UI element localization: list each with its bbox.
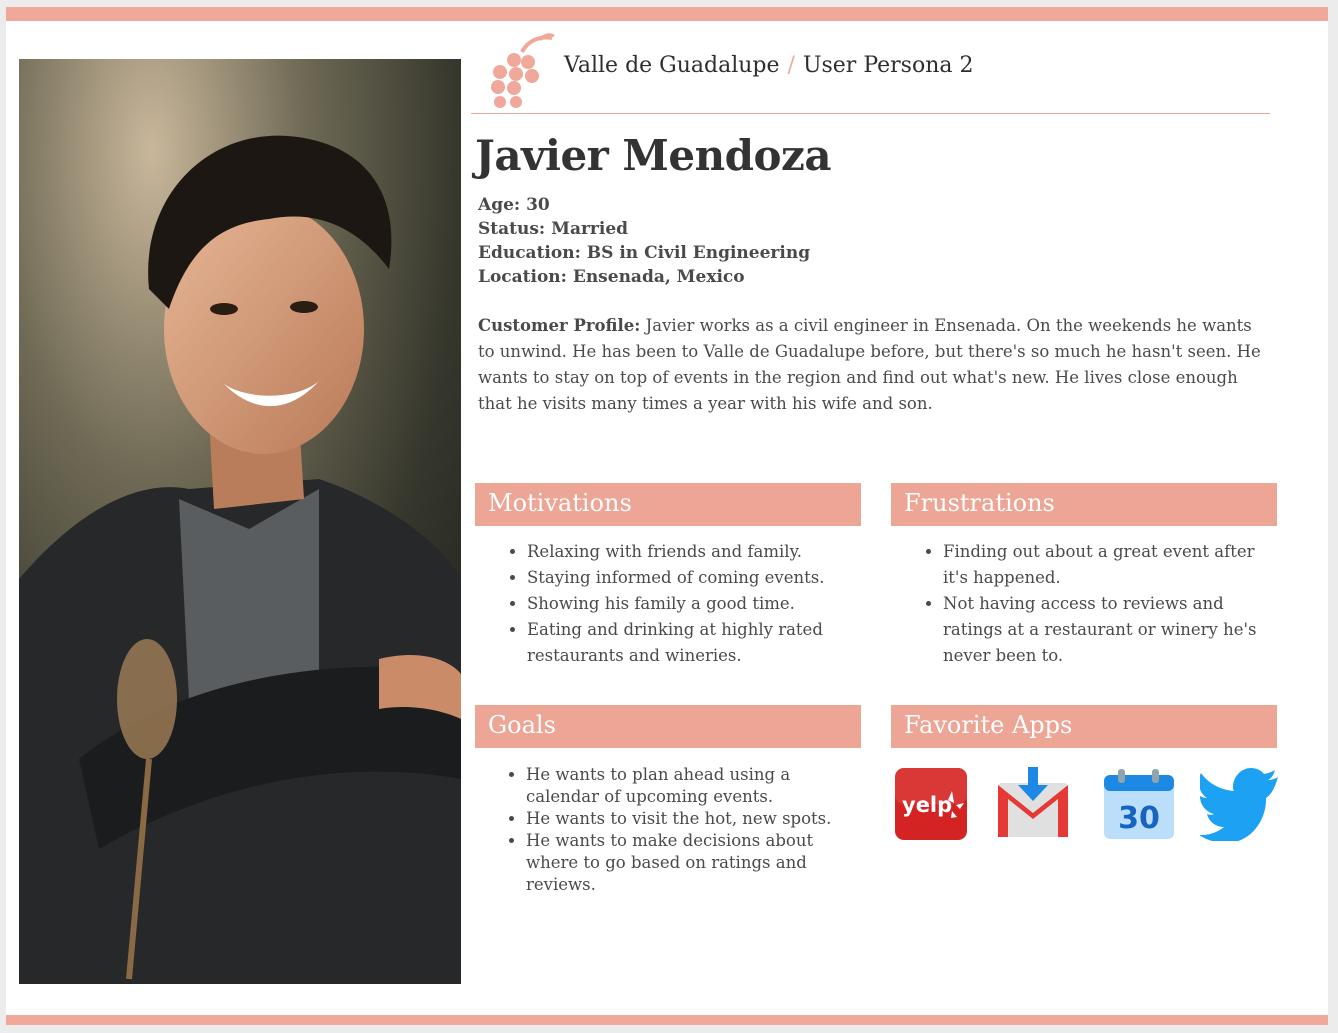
persona-facts (478, 193, 810, 289)
customer-profile-label: Customer Profile: (478, 316, 641, 335)
breadcrumb-separator: / (787, 53, 795, 78)
persona-location: Location: Ensenada, Mexico (478, 267, 745, 287)
list-item: • Showing his family a good time. (527, 591, 865, 617)
goals-heading: Goals (475, 705, 861, 748)
list-item: • Relaxing with friends and family. (527, 539, 865, 565)
customer-profile-text: Javier works as a civil engineer in Ensenada. On the weekends he wants to unwind. He has been to Valle de Guadalupe before, but there's so much he hasn't seen. He wants to stay on top of events in the region and find out what's new. He lives close enough that he visits many times a year with his wife and son. (478, 316, 1261, 413)
frustrations-heading: Frustrations (891, 483, 1277, 526)
gmail-icon[interactable] (996, 767, 1070, 841)
yelp-icon[interactable] (894, 767, 968, 841)
list-item: • He wants to plan ahead using a calendar of upcoming events. (526, 764, 854, 808)
goals-list (474, 764, 854, 896)
persona-page (6, 7, 1328, 1025)
header-divider (471, 113, 1270, 114)
favorite-apps-row (894, 767, 1278, 847)
bottom-accent-bar (6, 1015, 1328, 1025)
twitter-icon[interactable] (1200, 767, 1280, 841)
portrait-illustration (19, 59, 461, 984)
list-item: • Not having access to reviews and ratings at a restaurant or winery he's never been to. (943, 591, 1281, 669)
top-accent-bar (6, 7, 1328, 21)
breadcrumb-brand[interactable]: Valle de Guadalupe (564, 53, 780, 78)
persona-photo (19, 59, 461, 984)
customer-profile (478, 313, 1270, 417)
frustrations-list (891, 539, 1281, 669)
persona-education: Education: BS in Civil Engineering (478, 243, 811, 263)
persona-age: Age: 30 (478, 195, 550, 215)
persona-name: Javier Mendoza (475, 131, 832, 180)
list-item: • Finding out about a great event after it's happened. (943, 539, 1281, 591)
motivations-list (475, 539, 865, 669)
breadcrumb (564, 53, 973, 83)
list-item: • He wants to visit the hot, new spots. (526, 808, 854, 830)
list-item: • Eating and drinking at highly rated restaurants and wineries. (527, 617, 865, 669)
list-item: • He wants to make decisions about where to go based on ratings and reviews. (526, 830, 854, 896)
calendar-icon[interactable] (1100, 767, 1174, 841)
list-item: • Staying informed of coming events. (527, 565, 865, 591)
yelp-logo-text: yelp (902, 793, 953, 817)
favorite-apps-heading: Favorite Apps (891, 705, 1277, 748)
breadcrumb-current-page: User Persona 2 (802, 53, 974, 78)
persona-status: Status: Married (478, 219, 629, 239)
grape-logo-icon (484, 32, 558, 108)
calendar-day-text: 30 (1118, 801, 1160, 836)
motivations-heading: Motivations (475, 483, 861, 526)
